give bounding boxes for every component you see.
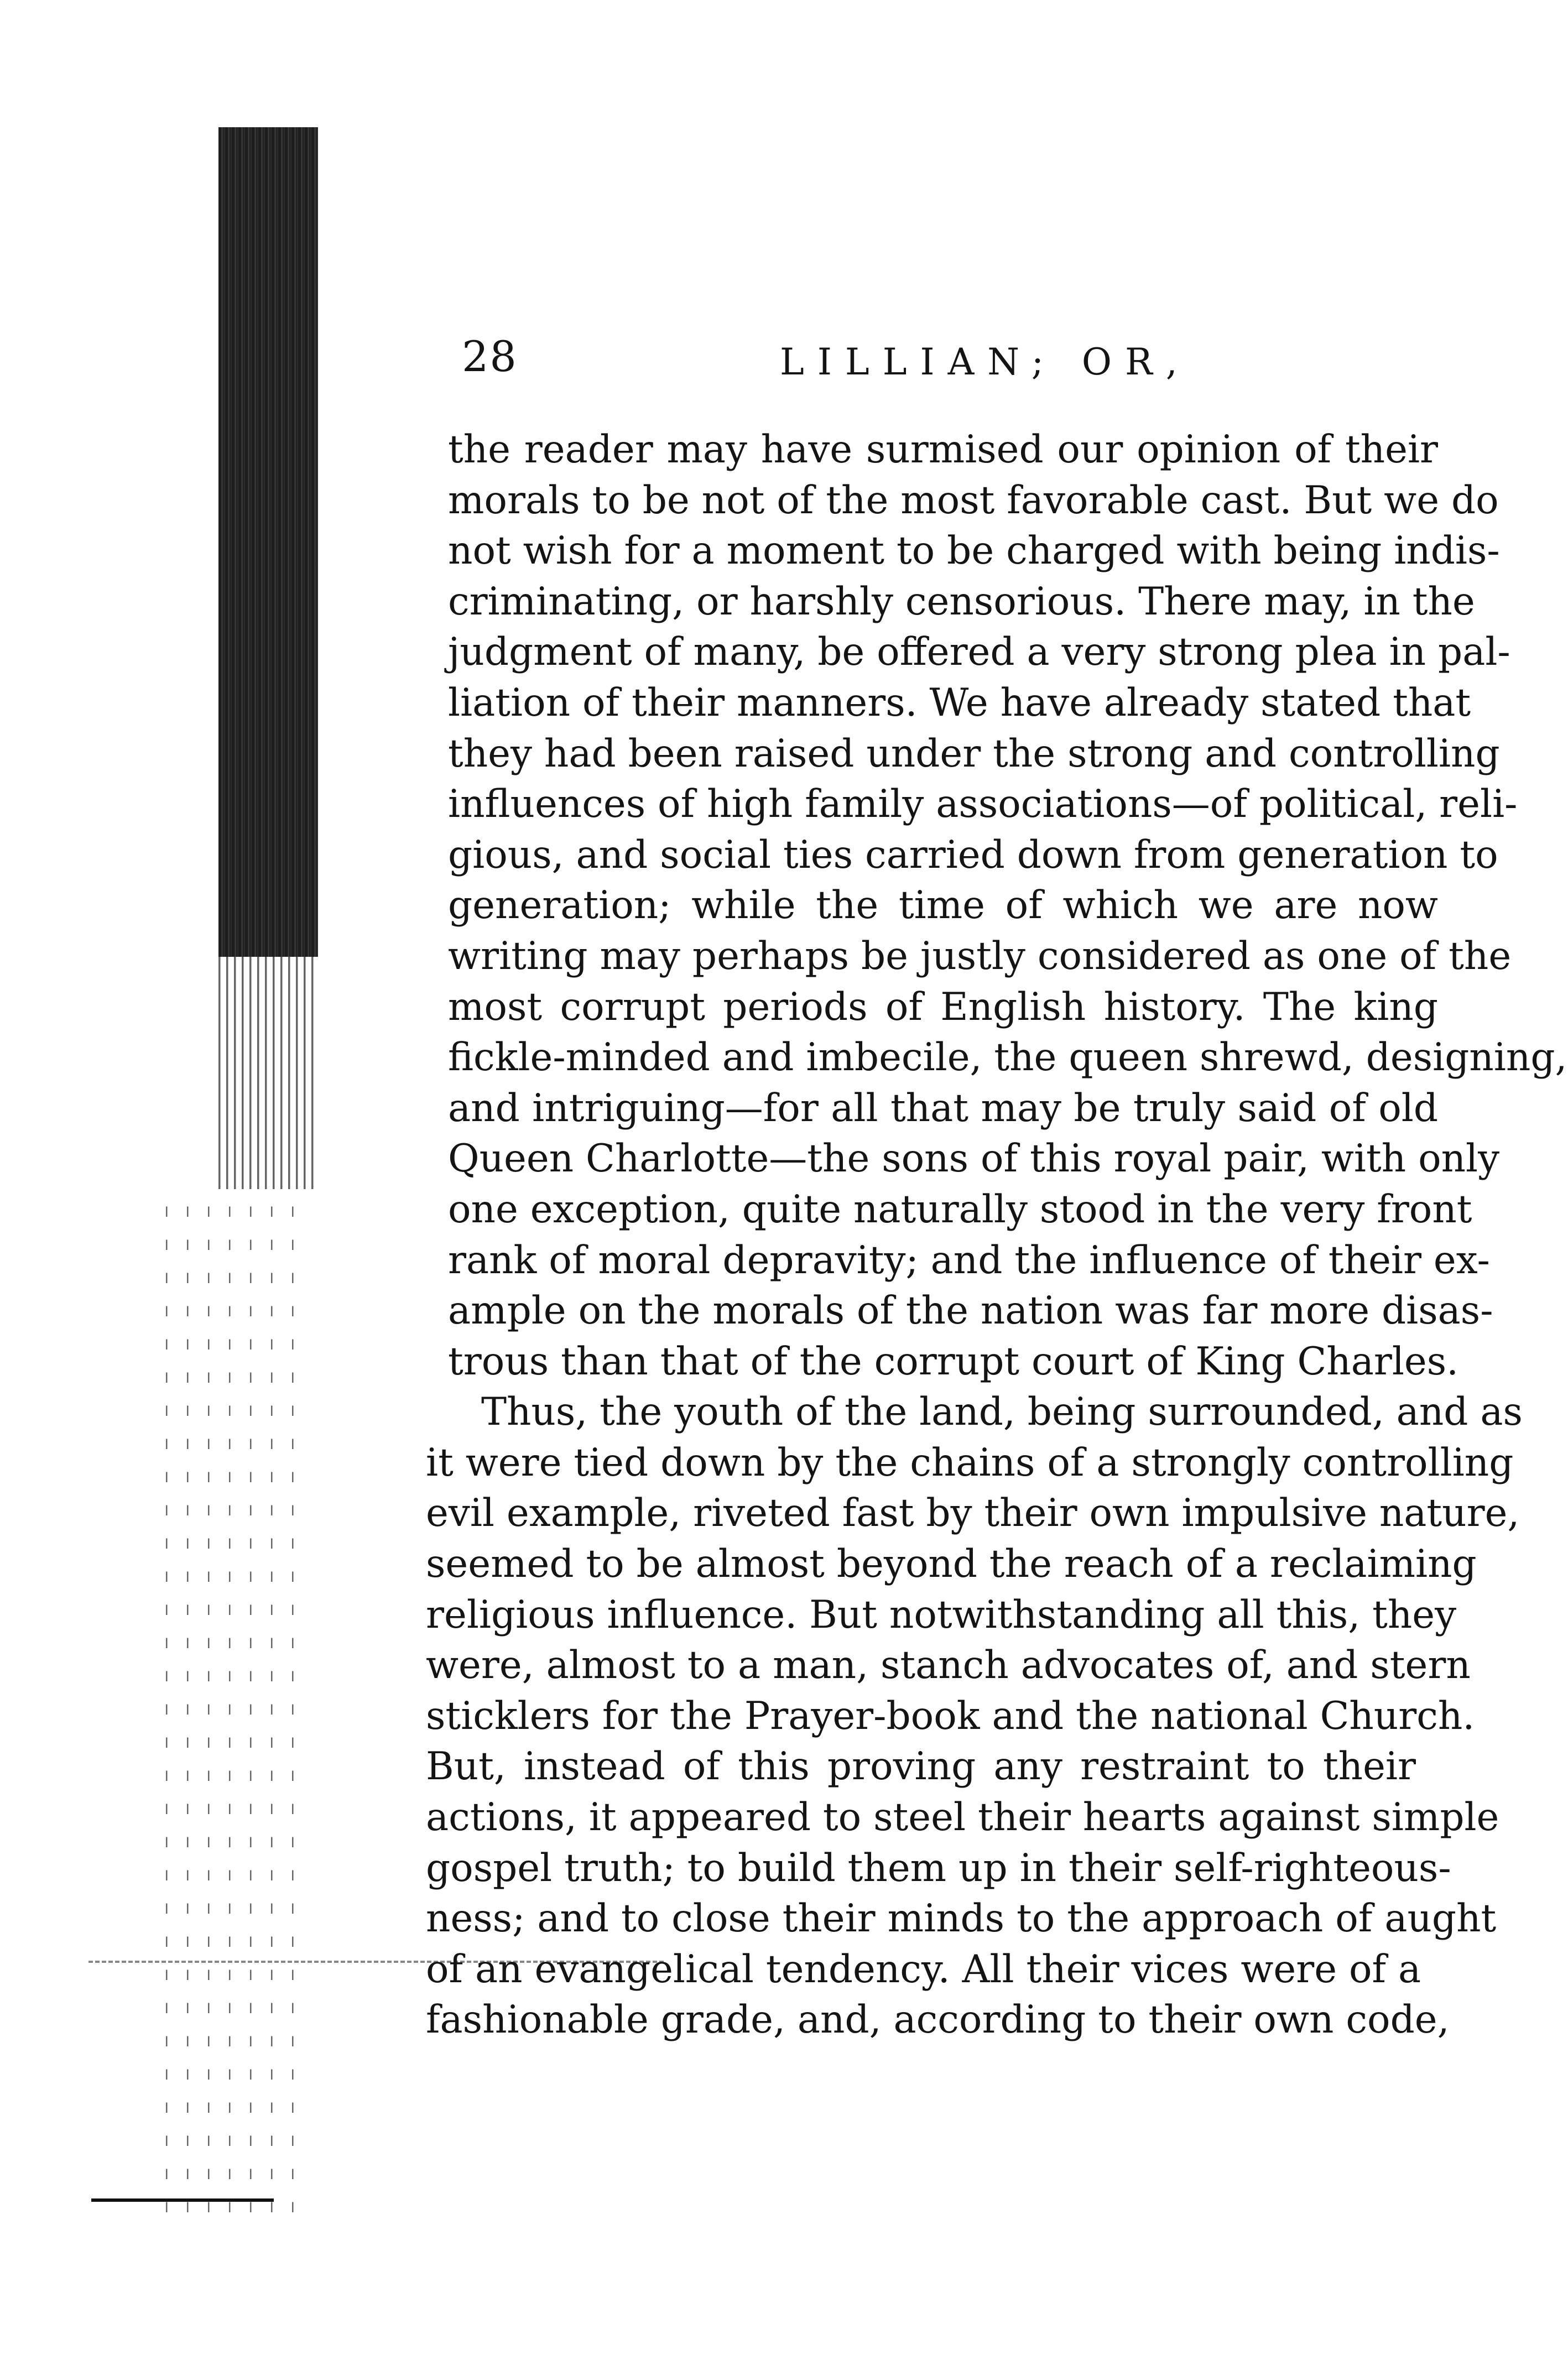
text-line: sticklers for the Prayer-book and the national Church. [426, 1694, 1475, 1738]
text-line: generation; while the time of which we are now [448, 883, 1438, 928]
text-line: ample on the morals of the nation was far more disas- [448, 1289, 1493, 1333]
text-line: the reader may have surmised our opinion of their [448, 428, 1438, 472]
text-line: were, almost to a man, stanch advocates of, and stern [426, 1643, 1471, 1688]
text-line: Queen Charlotte—the sons of this royal pair, with only [448, 1137, 1500, 1181]
text-line: Thus, the youth of the land, being surrounded, and as [481, 1390, 1523, 1435]
binding-shadow-fade [218, 957, 318, 1189]
text-line: religious influence. But notwithstanding all this, they [426, 1592, 1457, 1637]
text-line: they had been raised under the strong and controlling [448, 731, 1500, 776]
binding-speckle [166, 1189, 310, 2212]
binding-edge [91, 2198, 274, 2202]
text-line: rank of moral depravity; and the influence of their ex- [448, 1238, 1490, 1283]
text-line: trous than that of the corrupt court of King Charles. [448, 1339, 1459, 1384]
text-line: fickle-minded and imbecile, the queen shrewd, designing, [448, 1035, 1567, 1080]
page-number: 28 [462, 332, 518, 381]
text-line: gious, and social ties carried down from generation to [448, 832, 1498, 877]
text-line: ness; and to close their minds to the approach of aught [426, 1896, 1497, 1941]
running-head: LILLIAN; OR, [780, 341, 1191, 383]
text-line: one exception, quite naturally stood in the very front [448, 1187, 1472, 1232]
body-text [426, 425, 1567, 2046]
text-line: not wish for a moment to be charged with being indis- [448, 529, 1500, 574]
text-line: it were tied down by the chains of a strongly controlling [426, 1440, 1514, 1485]
text-line: gospel truth; to build them up in their self-righteous- [426, 1846, 1451, 1890]
binding-shadow [218, 127, 318, 957]
text-line: most corrupt periods of English history. The king [448, 984, 1438, 1029]
paragraph [448, 425, 1567, 1387]
text-line: writing may perhaps be justly considered as one of the [448, 934, 1512, 978]
text-line: But, instead of this proving any restraint to their [426, 1744, 1416, 1789]
text-line: seemed to be almost beyond the reach of a reclaiming [426, 1542, 1477, 1587]
text-line: judgment of many, be offered a very strong plea in pal- [448, 630, 1510, 675]
text-line: fashionable grade, and, according to their own code, [426, 1998, 1450, 2043]
text-line: morals to be not of the most favorable cast. But we do [448, 478, 1499, 523]
text-line: criminating, or harshly censorious. There may, in the [448, 579, 1475, 624]
text-line: actions, it appeared to steel their hearts against simple [426, 1795, 1499, 1840]
text-line: influences of high family associations—of political, reli- [448, 782, 1518, 827]
text-line: evil example, riveted fast by their own impulsive nature, [426, 1491, 1520, 1536]
text-line: liation of their manners. We have already stated that [448, 680, 1471, 725]
text-line: of an evangelical tendency. All their vices were of a [426, 1947, 1421, 1992]
paragraph [426, 1387, 1523, 2046]
text-line: and intriguing—for all that may be truly said of old [448, 1086, 1438, 1130]
